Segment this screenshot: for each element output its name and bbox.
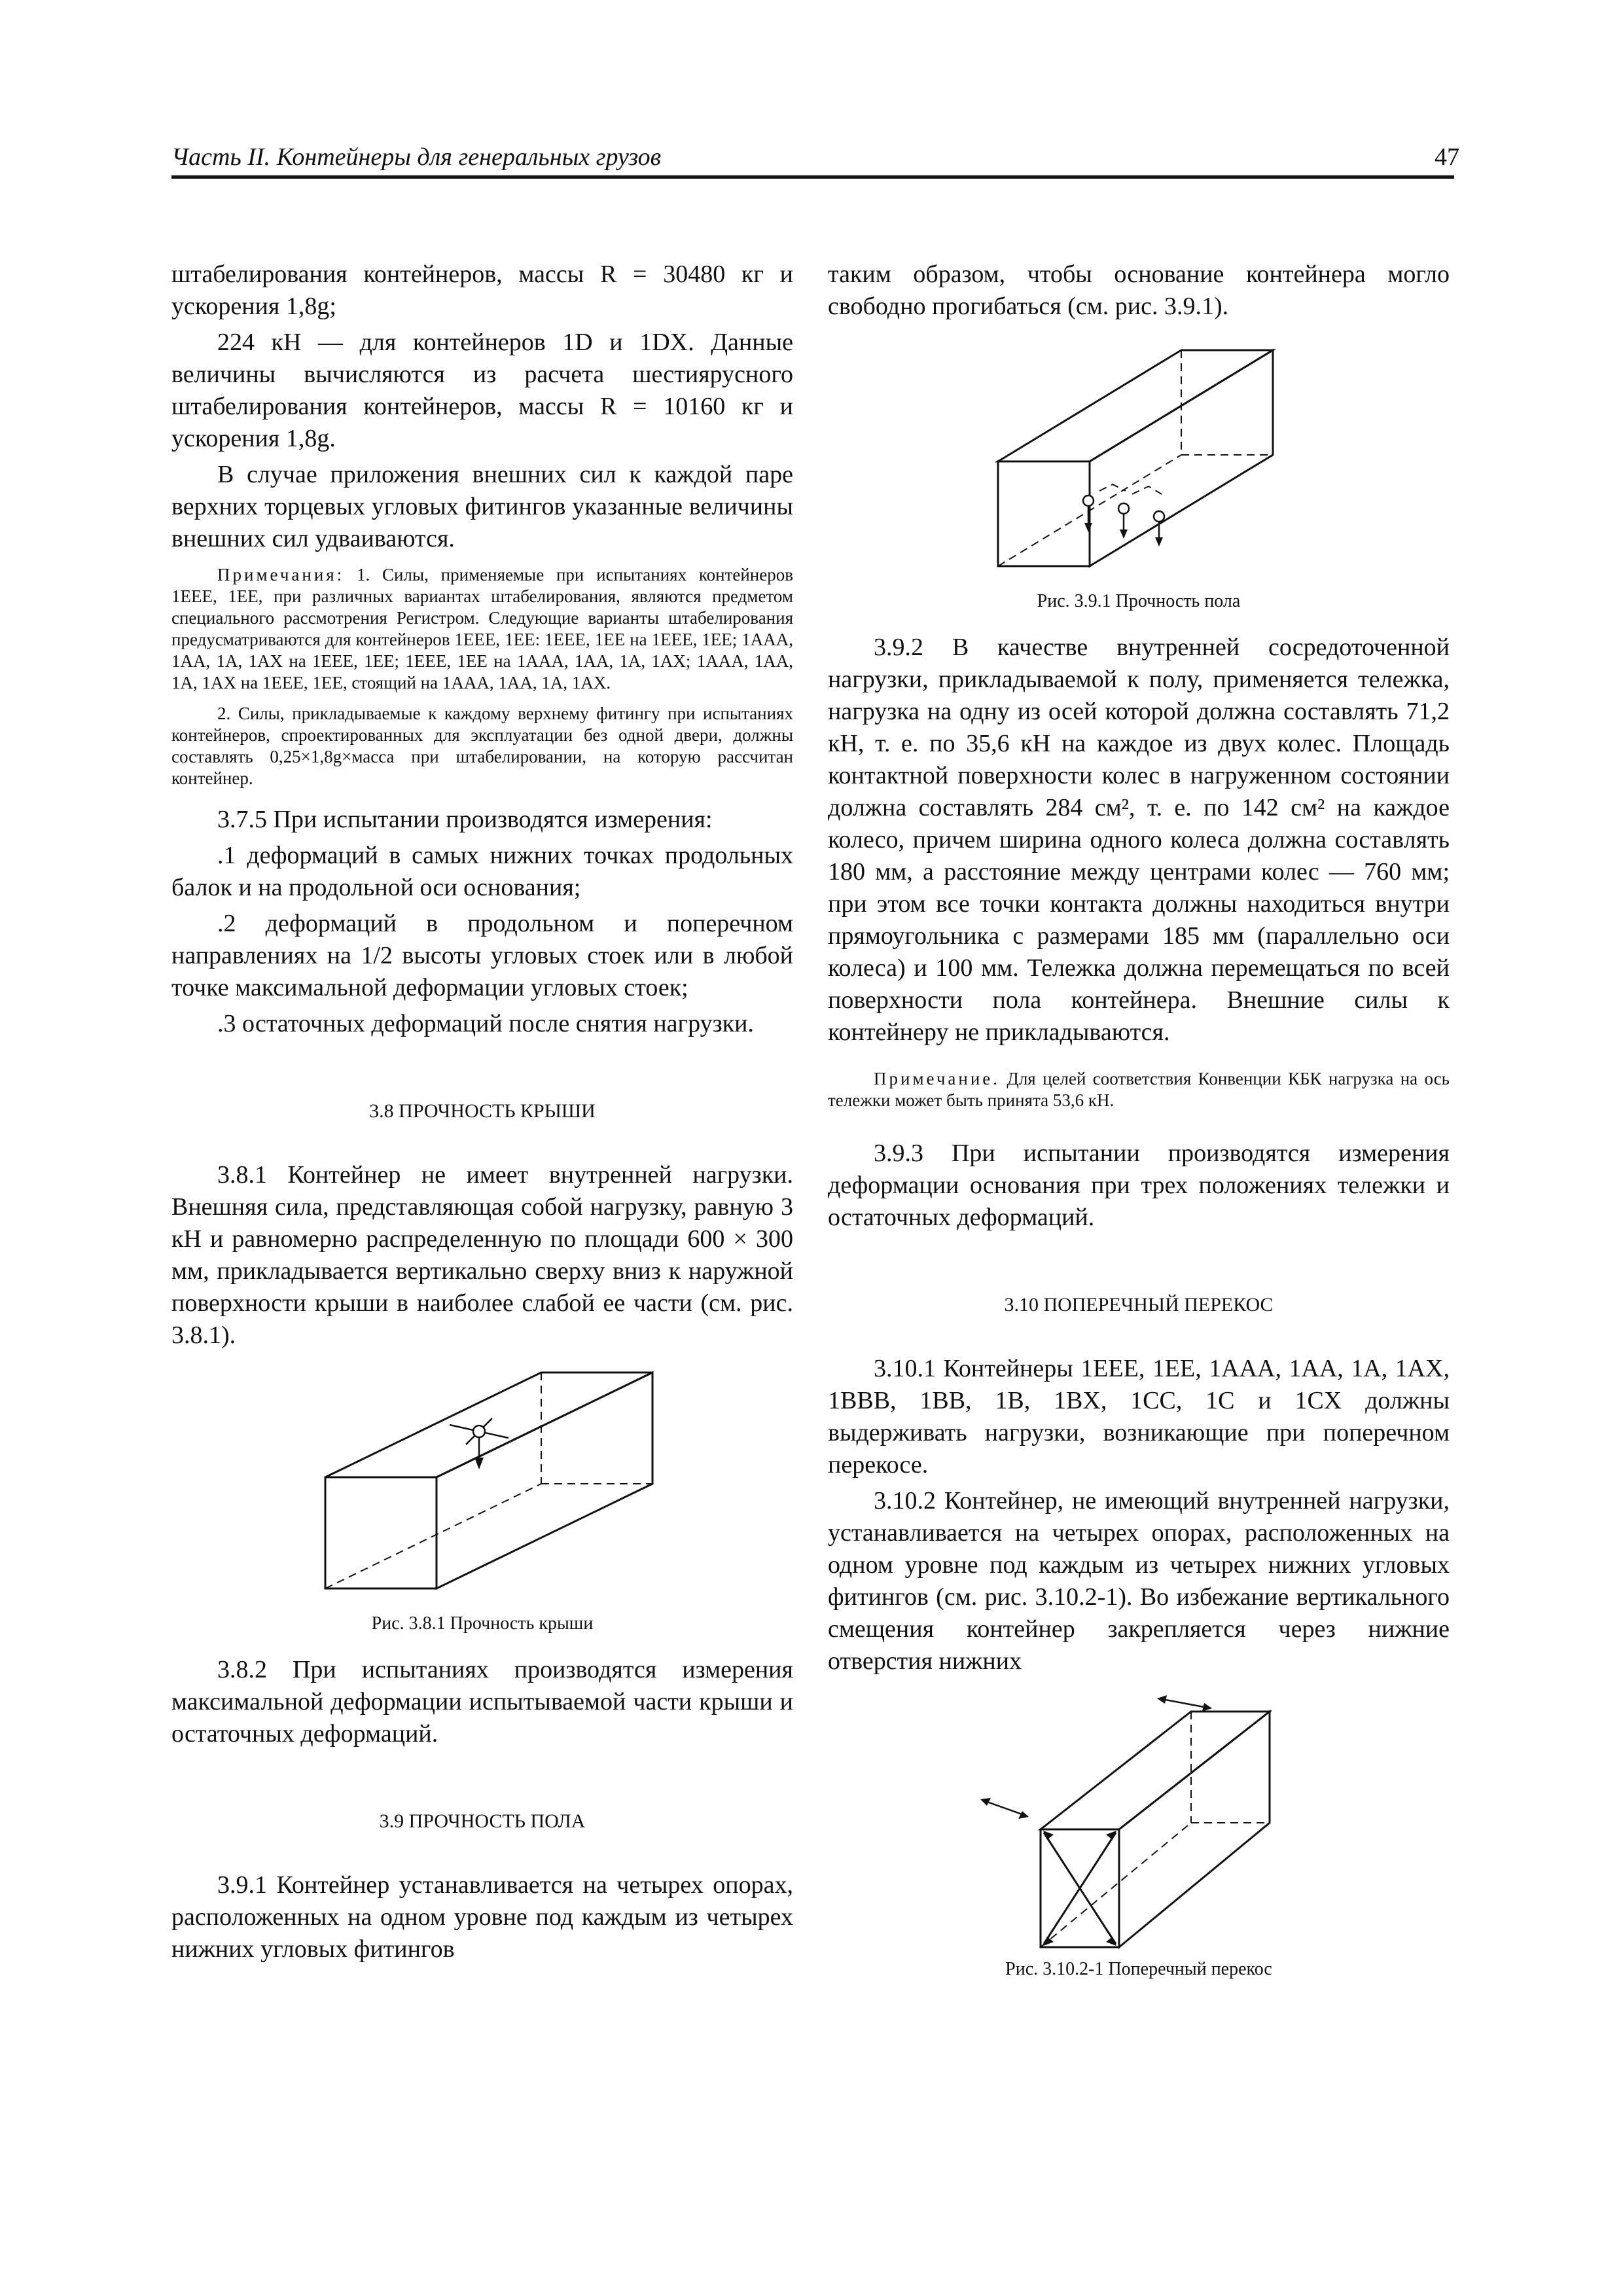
- paragraph-3-9-3: 3.9.3 При испытании производятся измерения деформации основания при трех положениях тележки и остаточных деформаций.: [828, 1139, 1450, 1231]
- figure-3-9-1: [828, 337, 1450, 612]
- note-block: [171, 564, 793, 694]
- header-rule: [171, 175, 1454, 179]
- paragraph-3-8-1: 3.8.1 Контейнер не имеет внутренней нагрузки. Внешняя сила, представляющая собой нагрузку, равную 3 кН и равномерно распределенную по площади 600 × 300 мм, прикладывается вертикально сверху вниз к наружной поверхности крыши в наиболее слабой ее части (см. рис. 3.8.1).: [171, 1161, 793, 1349]
- note-label: Примечания:: [217, 565, 345, 584]
- note-block: [828, 1068, 1450, 1111]
- list-item: .2 деформаций в продольном и поперечном направлениях на 1/2 высоты угловых стоек или в любой точке максимальной деформации угловых стоек;: [171, 910, 793, 1001]
- paragraph: штабелирования контейнеров, массы R = 30480 кг и ускорения 1,8g;: [171, 260, 793, 320]
- section-heading-3-9: 3.9 ПРОЧНОСТЬ ПОЛА: [379, 1810, 586, 1832]
- paragraph-3-8-2: 3.8.2 При испытаниях производятся измерения максимальной деформации испытываемой части крыши и остаточных деформаций.: [171, 1656, 793, 1748]
- figure-caption: Рис. 3.10.2-1 Поперечный перекос: [1005, 1959, 1272, 1979]
- paragraph-3-10-1: 3.10.1 Контейнеры 1EEE, 1EE, 1AAA, 1AA, 1A, 1AX, 1BBB, 1BB, 1B, 1BX, 1CC, 1C и 1CX должны выдерживать нагрузки, возникающие при поперечном перекосе.: [828, 1355, 1450, 1479]
- figure-3-8-1: [171, 1366, 793, 1634]
- paragraph: 224 кН — для контейнеров 1D и 1DX. Данные величины вычисляются из расчета шестиярусного штабелирования контейнеров, массы R = 10160 кг и ускорения 1,8g.: [171, 329, 793, 452]
- section-heading-3-8: 3.8 ПРОЧНОСТЬ КРЫШИ: [369, 1100, 596, 1122]
- transverse-racking-diagram: [955, 1692, 1322, 1954]
- running-title: Часть II. Контейнеры для генеральных грузов: [171, 143, 662, 171]
- list-item: .3 остаточных деформаций после снятия нагрузки.: [217, 1010, 754, 1037]
- section-heading-3-10: 3.10 ПОПЕРЕЧНЫЙ ПЕРЕКОС: [1004, 1294, 1274, 1316]
- figure-3-10-2-1: [828, 1692, 1450, 1980]
- note-label: Примечание.: [874, 1069, 1001, 1088]
- paragraph-3-9-2: 3.9.2 В качестве внутренней сосредоточенной нагрузки, прикладываемой к полу, применяется тележка, нагрузка на одну из осей которой должна составлять 71,2 кН, т. е. по 35,6 кН на каждое из двух колес. Площадь контактной поверхности колес в нагруженном состоянии должна составлять 284 см², т. е. по 142 см² на каждое колесо, причем ширина одного колеса должна составлять 180 мм, а расстояние между центрами колес — 760 мм; при этом все точки контакта должны находиться внутри прямоугольника с размерами 185 мм (параллельно оси колеса) и 100 мм. Тележка должна перемещаться по всей поверхности пола контейнера. Внешние силы к контейнеру не прикладываются.: [828, 634, 1450, 1046]
- left-column: [171, 259, 793, 1969]
- roof-strength-diagram: [299, 1366, 666, 1608]
- paragraph: В случае приложения внешних сил к каждой паре верхних торцевых угловых фитингов указанные величины внешних сил удваиваются.: [171, 461, 793, 552]
- page-number: 47: [1435, 143, 1459, 171]
- note-text: Для целей соответствия Конвенции КБК нагрузка на ось тележки может быть принята 53,6 кН.: [828, 1069, 1450, 1110]
- note-text-2: 2. Силы, прикладываемые к каждому верхнему фитингу при испытаниях контейнеров, спроектированных для эксплуатации без одной двери, должны составлять 0,25×1,8g×масса при штабелировании, на которую рассчитан контейнер.: [171, 704, 793, 788]
- figure-caption: Рис. 3.9.1 Прочность пола: [1037, 591, 1241, 611]
- floor-strength-diagram: [985, 337, 1293, 586]
- paragraph: таким образом, чтобы основание контейнера могло свободно прогибаться (см. рис. 3.9.1).: [828, 260, 1450, 320]
- paragraph-3-9-1: 3.9.1 Контейнер устанавливается на четырех опорах, расположенных на одном уровне под каждым из четырех нижних угловых фитингов: [171, 1871, 793, 1963]
- paragraph-3-7-5: 3.7.5 При испытании производятся измерения:: [217, 806, 713, 833]
- paragraph-3-10-2: 3.10.2 Контейнер, не имеющий внутренней нагрузки, устанавливается на четырех опорах, расположенных на одном уровне под каждым из четырех нижних угловых фитингов (см. рис. 3.10.2-1). Во избежание вертикального смещения контейнер закрепляется через нижние отверстия нижних: [828, 1487, 1450, 1675]
- note-text: 1. Силы, применяемые при испытаниях контейнеров 1EEE, 1EE, при различных вариантах штабелирования, являются предметом специального рассмотрения Регистром. Следующие варианты штабелирования предусматриваются для контейнеров 1EEE, 1EE: 1EEE, 1EE на 1EEE, 1EE; 1AAA, 1AA, 1A, 1AX на 1EEE, 1EE; 1EEE, 1EE на 1AAA, 1AA, 1A, 1AX; 1AAA, 1AA, 1A, 1AX на 1EEE, 1EE, стоящий на 1AAA, 1AA, 1A, 1AX.: [171, 565, 793, 692]
- right-column: [828, 259, 1450, 2000]
- list-item: .1 деформаций в самых нижних точках продольных балок и на продольной оси основания;: [171, 842, 793, 901]
- figure-caption: Рис. 3.8.1 Прочность крыши: [371, 1613, 594, 1634]
